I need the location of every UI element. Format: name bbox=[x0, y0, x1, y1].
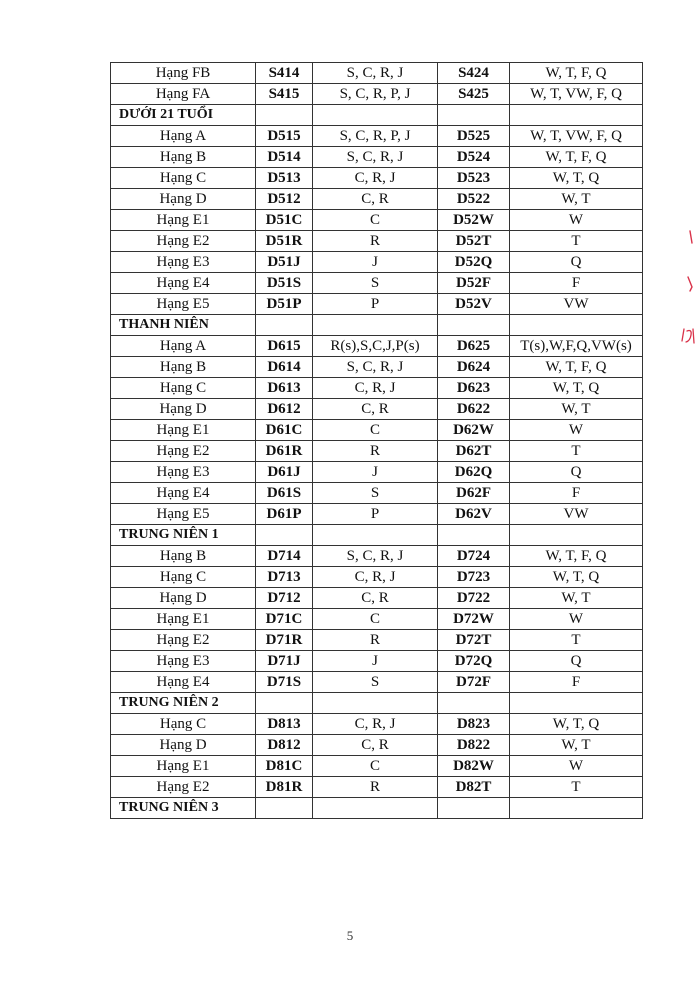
doubles-events-cell: VW bbox=[510, 504, 643, 525]
category-name-cell: Hạng E1 bbox=[111, 609, 256, 630]
category-name-cell: Hạng D bbox=[111, 189, 256, 210]
doubles-events-cell: W bbox=[510, 756, 643, 777]
doubles-events-cell: W, T, Q bbox=[510, 714, 643, 735]
doubles-events-cell: T bbox=[510, 777, 643, 798]
singles-events-cell: J bbox=[313, 651, 438, 672]
table-row bbox=[111, 651, 643, 672]
table-row bbox=[111, 420, 643, 441]
category-name-cell: Hạng B bbox=[111, 546, 256, 567]
doubles-code-cell: D62W bbox=[438, 420, 510, 441]
singles-events-cell: R bbox=[313, 231, 438, 252]
singles-events-cell: C bbox=[313, 756, 438, 777]
singles-events-cell: S bbox=[313, 273, 438, 294]
table-row bbox=[111, 84, 643, 105]
singles-code-cell bbox=[256, 105, 313, 126]
singles-events-cell: C bbox=[313, 210, 438, 231]
table-row bbox=[111, 357, 643, 378]
singles-events-cell bbox=[313, 525, 438, 546]
doubles-code-cell: D523 bbox=[438, 168, 510, 189]
doubles-code-cell: D525 bbox=[438, 126, 510, 147]
singles-code-cell: D81R bbox=[256, 777, 313, 798]
category-name-cell: Hạng A bbox=[111, 336, 256, 357]
singles-events-cell: C, R bbox=[313, 189, 438, 210]
doubles-code-cell: D72F bbox=[438, 672, 510, 693]
singles-code-cell: D51S bbox=[256, 273, 313, 294]
category-name-cell: Hạng C bbox=[111, 168, 256, 189]
doubles-code-cell: D52Q bbox=[438, 252, 510, 273]
table-row bbox=[111, 756, 643, 777]
table-row bbox=[111, 63, 643, 84]
table-row bbox=[111, 147, 643, 168]
doubles-code-cell: S425 bbox=[438, 84, 510, 105]
singles-code-cell: D51J bbox=[256, 252, 313, 273]
category-name-cell: Hạng FA bbox=[111, 84, 256, 105]
doubles-events-cell: W, T, Q bbox=[510, 168, 643, 189]
table-row bbox=[111, 168, 643, 189]
singles-code-cell: D61R bbox=[256, 441, 313, 462]
table-row bbox=[111, 546, 643, 567]
doubles-code-cell: D52T bbox=[438, 231, 510, 252]
doubles-code-cell: S424 bbox=[438, 63, 510, 84]
doubles-events-cell: W bbox=[510, 420, 643, 441]
section-header-row bbox=[111, 105, 643, 126]
singles-events-cell: C, R bbox=[313, 588, 438, 609]
section-header-row bbox=[111, 315, 643, 336]
table-body bbox=[111, 63, 643, 819]
table-row bbox=[111, 336, 643, 357]
category-name-cell: Hạng B bbox=[111, 357, 256, 378]
singles-events-cell: R(s),S,C,J,P(s) bbox=[313, 336, 438, 357]
singles-events-cell bbox=[313, 693, 438, 714]
singles-code-cell: D513 bbox=[256, 168, 313, 189]
section-title: TRUNG NIÊN 2 bbox=[111, 693, 256, 714]
section-header-row bbox=[111, 798, 643, 819]
doubles-events-cell: W, T bbox=[510, 189, 643, 210]
table-row bbox=[111, 441, 643, 462]
singles-code-cell: D514 bbox=[256, 147, 313, 168]
table-row bbox=[111, 399, 643, 420]
doubles-code-cell bbox=[438, 315, 510, 336]
singles-code-cell: D71R bbox=[256, 630, 313, 651]
singles-code-cell: D812 bbox=[256, 735, 313, 756]
table-row bbox=[111, 567, 643, 588]
singles-events-cell: R bbox=[313, 777, 438, 798]
singles-code-cell: S414 bbox=[256, 63, 313, 84]
category-name-cell: Hạng E4 bbox=[111, 483, 256, 504]
singles-events-cell: S bbox=[313, 672, 438, 693]
singles-code-cell: D81C bbox=[256, 756, 313, 777]
category-name-cell: Hạng C bbox=[111, 714, 256, 735]
table-row bbox=[111, 378, 643, 399]
doubles-code-cell: D624 bbox=[438, 357, 510, 378]
doubles-code-cell: D62F bbox=[438, 483, 510, 504]
doubles-code-cell bbox=[438, 525, 510, 546]
singles-events-cell: S, C, R, J bbox=[313, 147, 438, 168]
category-name-cell: Hạng D bbox=[111, 399, 256, 420]
singles-code-cell: D614 bbox=[256, 357, 313, 378]
singles-code-cell: D51C bbox=[256, 210, 313, 231]
category-name-cell: Hạng E4 bbox=[111, 273, 256, 294]
doubles-events-cell: Q bbox=[510, 252, 643, 273]
singles-code-cell: D613 bbox=[256, 378, 313, 399]
doubles-code-cell: D823 bbox=[438, 714, 510, 735]
table-row bbox=[111, 630, 643, 651]
table-row bbox=[111, 273, 643, 294]
singles-code-cell: D71J bbox=[256, 651, 313, 672]
singles-events-cell: J bbox=[313, 462, 438, 483]
doubles-code-cell: D524 bbox=[438, 147, 510, 168]
section-header-row bbox=[111, 693, 643, 714]
category-name-cell: Hạng E4 bbox=[111, 672, 256, 693]
singles-code-cell: D714 bbox=[256, 546, 313, 567]
singles-code-cell bbox=[256, 525, 313, 546]
category-name-cell: Hạng E2 bbox=[111, 630, 256, 651]
doubles-code-cell bbox=[438, 693, 510, 714]
category-name-cell: Hạng E1 bbox=[111, 420, 256, 441]
doubles-events-cell: W, T bbox=[510, 735, 643, 756]
table-row bbox=[111, 735, 643, 756]
singles-code-cell: D61C bbox=[256, 420, 313, 441]
category-name-cell: Hạng B bbox=[111, 147, 256, 168]
doubles-code-cell: D82T bbox=[438, 777, 510, 798]
doubles-code-cell: D62V bbox=[438, 504, 510, 525]
doubles-events-cell: W, T, F, Q bbox=[510, 546, 643, 567]
doubles-events-cell: T(s),W,F,Q,VW(s) bbox=[510, 336, 643, 357]
doubles-code-cell: D52F bbox=[438, 273, 510, 294]
doubles-code-cell: D723 bbox=[438, 567, 510, 588]
singles-code-cell bbox=[256, 798, 313, 819]
doubles-code-cell bbox=[438, 105, 510, 126]
table-row bbox=[111, 462, 643, 483]
doubles-code-cell: D82W bbox=[438, 756, 510, 777]
doubles-code-cell: D52V bbox=[438, 294, 510, 315]
singles-events-cell: R bbox=[313, 441, 438, 462]
doubles-code-cell: D622 bbox=[438, 399, 510, 420]
singles-code-cell: D515 bbox=[256, 126, 313, 147]
section-header-row bbox=[111, 525, 643, 546]
singles-events-cell: P bbox=[313, 294, 438, 315]
doubles-events-cell: F bbox=[510, 672, 643, 693]
doubles-code-cell: D722 bbox=[438, 588, 510, 609]
doubles-events-cell bbox=[510, 798, 643, 819]
doubles-events-cell: W, T, F, Q bbox=[510, 63, 643, 84]
singles-events-cell: R bbox=[313, 630, 438, 651]
singles-events-cell: S, C, R, J bbox=[313, 63, 438, 84]
doubles-code-cell: D72W bbox=[438, 609, 510, 630]
category-name-cell: Hạng D bbox=[111, 588, 256, 609]
singles-code-cell: D615 bbox=[256, 336, 313, 357]
section-title: TRUNG NIÊN 1 bbox=[111, 525, 256, 546]
category-name-cell: Hạng A bbox=[111, 126, 256, 147]
singles-code-cell: D713 bbox=[256, 567, 313, 588]
singles-code-cell: D61S bbox=[256, 483, 313, 504]
doubles-events-cell bbox=[510, 525, 643, 546]
singles-events-cell bbox=[313, 315, 438, 336]
doubles-code-cell: D522 bbox=[438, 189, 510, 210]
category-name-cell: Hạng E5 bbox=[111, 294, 256, 315]
singles-events-cell bbox=[313, 798, 438, 819]
handwritten-margin-marks bbox=[678, 225, 698, 365]
table-row bbox=[111, 672, 643, 693]
doubles-events-cell: W, T, F, Q bbox=[510, 357, 643, 378]
category-name-cell: Hạng E1 bbox=[111, 756, 256, 777]
singles-events-cell: P bbox=[313, 504, 438, 525]
category-name-cell: Hạng E3 bbox=[111, 252, 256, 273]
table-row bbox=[111, 504, 643, 525]
doubles-events-cell: W, T, Q bbox=[510, 378, 643, 399]
singles-code-cell: D512 bbox=[256, 189, 313, 210]
singles-events-cell: C, R bbox=[313, 735, 438, 756]
singles-code-cell bbox=[256, 315, 313, 336]
singles-events-cell: C, R, J bbox=[313, 378, 438, 399]
doubles-events-cell: T bbox=[510, 630, 643, 651]
singles-events-cell bbox=[313, 105, 438, 126]
singles-events-cell: J bbox=[313, 252, 438, 273]
doubles-events-cell: W, T, VW, F, Q bbox=[510, 126, 643, 147]
category-name-cell: Hạng E3 bbox=[111, 651, 256, 672]
singles-code-cell: D71S bbox=[256, 672, 313, 693]
doubles-code-cell: D62T bbox=[438, 441, 510, 462]
doubles-events-cell: W, T, F, Q bbox=[510, 147, 643, 168]
doubles-code-cell: D62Q bbox=[438, 462, 510, 483]
singles-events-cell: S bbox=[313, 483, 438, 504]
singles-events-cell: C, R, J bbox=[313, 714, 438, 735]
singles-code-cell: D61J bbox=[256, 462, 313, 483]
table-row bbox=[111, 714, 643, 735]
doubles-events-cell: F bbox=[510, 483, 643, 504]
singles-events-cell: S, C, R, J bbox=[313, 357, 438, 378]
section-title: TRUNG NIÊN 3 bbox=[111, 798, 256, 819]
doubles-code-cell: D623 bbox=[438, 378, 510, 399]
doubles-events-cell bbox=[510, 105, 643, 126]
table-row bbox=[111, 588, 643, 609]
category-name-cell: Hạng E3 bbox=[111, 462, 256, 483]
category-name-cell: Hạng E1 bbox=[111, 210, 256, 231]
doubles-events-cell: Q bbox=[510, 651, 643, 672]
category-table bbox=[110, 62, 643, 819]
section-title: DƯỚI 21 TUỔI bbox=[111, 105, 256, 126]
singles-events-cell: C bbox=[313, 609, 438, 630]
singles-code-cell: D612 bbox=[256, 399, 313, 420]
table-row bbox=[111, 231, 643, 252]
page-number: 5 bbox=[346, 928, 354, 943]
category-name-cell: Hạng E2 bbox=[111, 231, 256, 252]
doubles-events-cell: F bbox=[510, 273, 643, 294]
singles-code-cell: D71C bbox=[256, 609, 313, 630]
singles-events-cell: C, R bbox=[313, 399, 438, 420]
doubles-events-cell: W, T bbox=[510, 588, 643, 609]
doubles-events-cell: W bbox=[510, 210, 643, 231]
category-name-cell: Hạng FB bbox=[111, 63, 256, 84]
singles-events-cell: C, R, J bbox=[313, 567, 438, 588]
doubles-code-cell bbox=[438, 798, 510, 819]
doubles-events-cell: W bbox=[510, 609, 643, 630]
table-row bbox=[111, 483, 643, 504]
singles-code-cell: D51R bbox=[256, 231, 313, 252]
doubles-code-cell: D822 bbox=[438, 735, 510, 756]
doubles-code-cell: D625 bbox=[438, 336, 510, 357]
doubles-events-cell: W, T, VW, F, Q bbox=[510, 84, 643, 105]
category-name-cell: Hạng E2 bbox=[111, 777, 256, 798]
table-row bbox=[111, 189, 643, 210]
doubles-events-cell bbox=[510, 693, 643, 714]
section-title: THANH NIÊN bbox=[111, 315, 256, 336]
doubles-code-cell: D72T bbox=[438, 630, 510, 651]
table-row bbox=[111, 609, 643, 630]
table-row bbox=[111, 777, 643, 798]
singles-code-cell bbox=[256, 693, 313, 714]
doubles-events-cell: VW bbox=[510, 294, 643, 315]
doubles-events-cell: Q bbox=[510, 462, 643, 483]
doubles-events-cell: W, T, Q bbox=[510, 567, 643, 588]
table-row bbox=[111, 210, 643, 231]
singles-events-cell: S, C, R, P, J bbox=[313, 126, 438, 147]
singles-code-cell: S415 bbox=[256, 84, 313, 105]
category-name-cell: Hạng E5 bbox=[111, 504, 256, 525]
doubles-code-cell: D72Q bbox=[438, 651, 510, 672]
category-name-cell: Hạng D bbox=[111, 735, 256, 756]
table-row bbox=[111, 294, 643, 315]
table-row bbox=[111, 126, 643, 147]
category-name-cell: Hạng E2 bbox=[111, 441, 256, 462]
singles-events-cell: C, R, J bbox=[313, 168, 438, 189]
singles-events-cell: C bbox=[313, 420, 438, 441]
doubles-events-cell bbox=[510, 315, 643, 336]
singles-events-cell: S, C, R, J bbox=[313, 546, 438, 567]
doubles-code-cell: D724 bbox=[438, 546, 510, 567]
doubles-events-cell: T bbox=[510, 231, 643, 252]
doubles-events-cell: T bbox=[510, 441, 643, 462]
doubles-events-cell: W, T bbox=[510, 399, 643, 420]
category-name-cell: Hạng C bbox=[111, 567, 256, 588]
singles-code-cell: D61P bbox=[256, 504, 313, 525]
singles-code-cell: D813 bbox=[256, 714, 313, 735]
doubles-code-cell: D52W bbox=[438, 210, 510, 231]
singles-code-cell: D712 bbox=[256, 588, 313, 609]
singles-events-cell: S, C, R, P, J bbox=[313, 84, 438, 105]
category-name-cell: Hạng C bbox=[111, 378, 256, 399]
singles-code-cell: D51P bbox=[256, 294, 313, 315]
table-row bbox=[111, 252, 643, 273]
